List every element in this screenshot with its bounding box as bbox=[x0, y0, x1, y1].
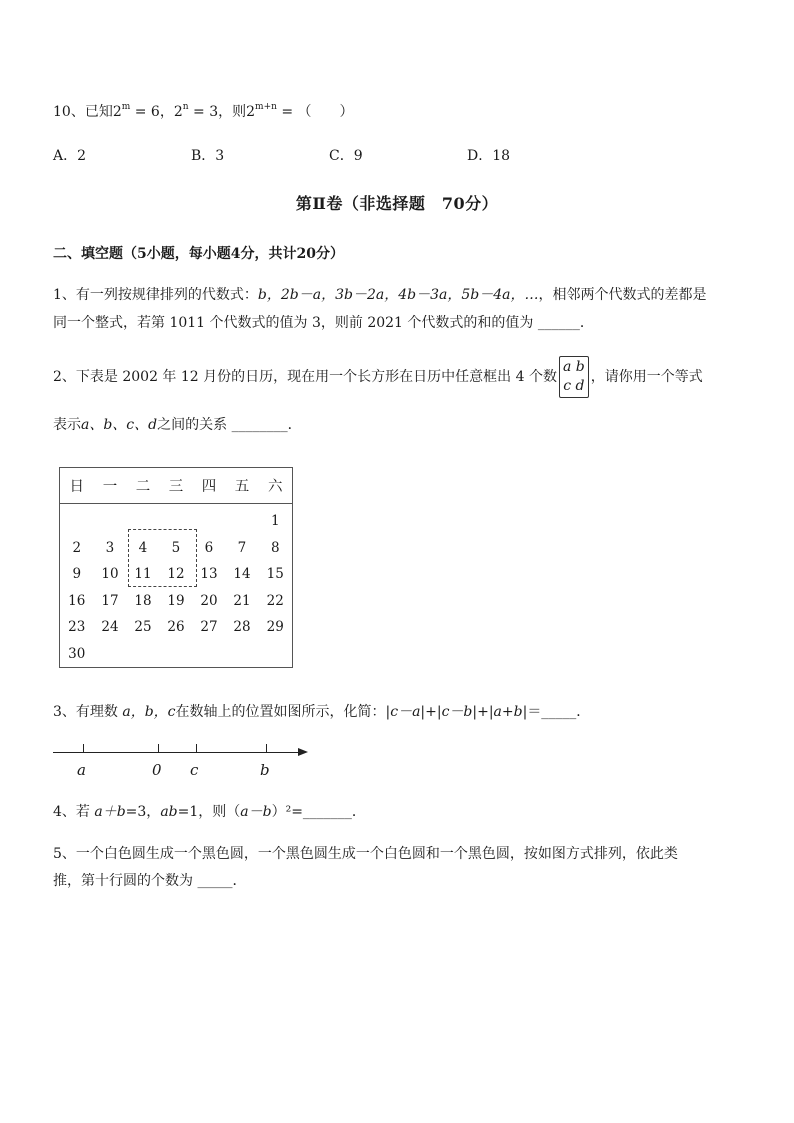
calendar-cell: 20 bbox=[200, 592, 218, 609]
tick-c bbox=[196, 744, 197, 752]
tick-a bbox=[83, 744, 84, 752]
q2-variables: a、b、c、d bbox=[81, 417, 158, 433]
calendar-cell: 16 bbox=[68, 592, 86, 609]
q4-line bbox=[53, 801, 366, 821]
q2-text-d: 之间的关系 ________． bbox=[157, 417, 302, 433]
calendar-cell: 11 bbox=[134, 566, 152, 583]
q2-matrix-row-2: c d bbox=[563, 378, 585, 394]
calendar-cell bbox=[225, 641, 258, 668]
calendar-cell: 8 bbox=[270, 539, 280, 556]
q4-expr-2: ab bbox=[160, 804, 178, 820]
q2-text-c: 表示 bbox=[53, 417, 81, 433]
calendar-cell: 25 bbox=[134, 619, 152, 636]
q10-base-1: 2 bbox=[112, 104, 122, 120]
q10-base-3: 2 bbox=[246, 104, 256, 120]
weekday-wed: 三 bbox=[159, 468, 192, 504]
calendar-cell bbox=[159, 641, 192, 668]
q4-text-d: ）²=_______． bbox=[271, 804, 366, 820]
q1-text-b: ，相邻两个代数式的差都是 bbox=[538, 287, 707, 303]
calendar-cell bbox=[60, 504, 94, 535]
weekday-tue: 二 bbox=[126, 468, 159, 504]
q2-matrix-box bbox=[559, 356, 589, 398]
axis-label-b: b bbox=[260, 761, 270, 779]
q10-number: 10、 bbox=[53, 104, 85, 120]
calendar-cell bbox=[126, 641, 159, 668]
calendar-cell: 10 bbox=[101, 566, 119, 583]
calendar-cell: 6 bbox=[204, 539, 214, 556]
q1-text-a: 1、有一列按规律排列的代数式： bbox=[53, 287, 258, 303]
option-a[interactable]: A．2 bbox=[53, 148, 87, 164]
q3-line bbox=[53, 701, 590, 721]
q3-text-b: 在数轴上的位置如图所示，化简： bbox=[175, 704, 386, 720]
q10-exponent-n: n bbox=[182, 102, 189, 113]
calendar-cell: 14 bbox=[233, 566, 251, 583]
number-line-axis bbox=[53, 752, 300, 753]
weekday-sun: 日 bbox=[60, 468, 94, 504]
q4-text-c: =1，则（ bbox=[177, 804, 241, 820]
calendar-cell: 17 bbox=[101, 592, 119, 609]
dashed-selection-box bbox=[128, 529, 197, 587]
weekday-sat: 六 bbox=[258, 468, 292, 504]
calendar-cell bbox=[192, 504, 225, 535]
calendar-cell: 2 bbox=[72, 539, 82, 556]
q2-text-a: 2、下表是 2002 年 12 月份的日历，现在用一个长方形在日历中任意框出 4 个数 bbox=[53, 369, 557, 385]
axis-label-zero: 0 bbox=[152, 761, 162, 779]
calendar-cell: 5 bbox=[171, 539, 181, 556]
calendar-cell: 1 bbox=[270, 513, 280, 530]
tick-zero bbox=[158, 744, 159, 752]
calendar-cell: 28 bbox=[233, 619, 251, 636]
calendar-cell: 19 bbox=[167, 592, 185, 609]
calendar-cell: 21 bbox=[233, 592, 251, 609]
weekday-thu: 四 bbox=[192, 468, 225, 504]
calendar-cell: 7 bbox=[237, 539, 247, 556]
calendar-header-row bbox=[60, 468, 293, 504]
calendar-cell bbox=[258, 641, 292, 668]
q10-text-2: = 6， bbox=[130, 104, 174, 120]
q5-line-2: 推，第十行圆的个数为 _____． bbox=[53, 873, 247, 889]
calendar-row bbox=[60, 641, 293, 668]
q10-base-2: 2 bbox=[173, 104, 183, 120]
calendar-cell: 15 bbox=[266, 566, 284, 583]
calendar-cell: 24 bbox=[101, 619, 119, 636]
question-10 bbox=[53, 101, 354, 121]
calendar-cell: 23 bbox=[68, 619, 86, 636]
axis-label-a: a bbox=[77, 761, 86, 779]
part-title: 二、填空题（5小题，每小题4分，共计20分） bbox=[53, 246, 344, 262]
calendar-cell: 12 bbox=[167, 566, 185, 583]
q1-expression-sequence: b，2b－a，3b－2a，4b－3a，5b－4a，… bbox=[257, 287, 539, 303]
q2-line-2 bbox=[53, 414, 302, 434]
q2-text-b: ，请你用一个等式 bbox=[590, 369, 703, 385]
calendar-cell bbox=[225, 504, 258, 535]
q4-expr-1: a＋b bbox=[94, 804, 126, 820]
calendar-cell: 13 bbox=[200, 566, 218, 583]
axis-label-c: c bbox=[190, 761, 199, 779]
number-line-arrow-icon bbox=[298, 748, 308, 756]
calendar-cell bbox=[93, 504, 126, 535]
calendar-row bbox=[60, 588, 293, 615]
q10-text-1: 已知 bbox=[84, 104, 113, 120]
q4-text-b: =3， bbox=[125, 804, 161, 820]
calendar-cell: 29 bbox=[266, 619, 284, 636]
q3-variables: a，b，c bbox=[122, 704, 176, 720]
calendar-cell bbox=[93, 641, 126, 668]
calendar-cell: 9 bbox=[72, 566, 82, 583]
q4-expr-3: a－b bbox=[240, 804, 272, 820]
q5-line-1: 5、一个白色圆生成一个黑色圆，一个黑色圆生成一个白色圆和一个黑色圆，按如图方式排列，依此类 bbox=[53, 846, 678, 862]
q1-line-2: 同一个整式，若第 1011 个代数式的值为 3，则前 2021 个代数式的和的值为 ______． bbox=[53, 315, 594, 331]
q10-exponent-m-plus-n: m+n bbox=[255, 102, 277, 113]
q3-text-a: 3、有理数 bbox=[53, 704, 123, 720]
tick-b bbox=[266, 744, 267, 752]
q4-text-a: 4、若 bbox=[53, 804, 95, 820]
weekday-mon: 一 bbox=[93, 468, 126, 504]
calendar-cell bbox=[192, 641, 225, 668]
q10-text-4: = （ ） bbox=[276, 104, 354, 120]
q2-matrix-row-1: a b bbox=[562, 359, 585, 375]
q3-expression: |c－a|+|c－b|+|a+b| bbox=[385, 704, 528, 720]
option-b[interactable]: B．3 bbox=[191, 148, 225, 164]
calendar-cell: 4 bbox=[138, 539, 148, 556]
section-title: 第Ⅱ卷（非选择题 70分） bbox=[295, 194, 499, 213]
q2-line-1 bbox=[53, 356, 703, 398]
weekday-fri: 五 bbox=[225, 468, 258, 504]
calendar-cell: 26 bbox=[167, 619, 185, 636]
option-c[interactable]: C．9 bbox=[329, 148, 363, 164]
q3-text-c: ＝_____． bbox=[527, 704, 591, 720]
q10-exponent-m: m bbox=[121, 102, 131, 113]
q10-text-3: = 3，则 bbox=[188, 104, 247, 120]
q1-line-1 bbox=[53, 284, 706, 304]
calendar-cell: 27 bbox=[200, 619, 218, 636]
calendar-cell: 22 bbox=[266, 592, 284, 609]
calendar-cell: 30 bbox=[68, 645, 86, 662]
option-d[interactable]: D．18 bbox=[467, 148, 511, 164]
calendar-cell: 3 bbox=[105, 539, 115, 556]
calendar-cell: 18 bbox=[134, 592, 152, 609]
calendar-row bbox=[60, 614, 293, 641]
